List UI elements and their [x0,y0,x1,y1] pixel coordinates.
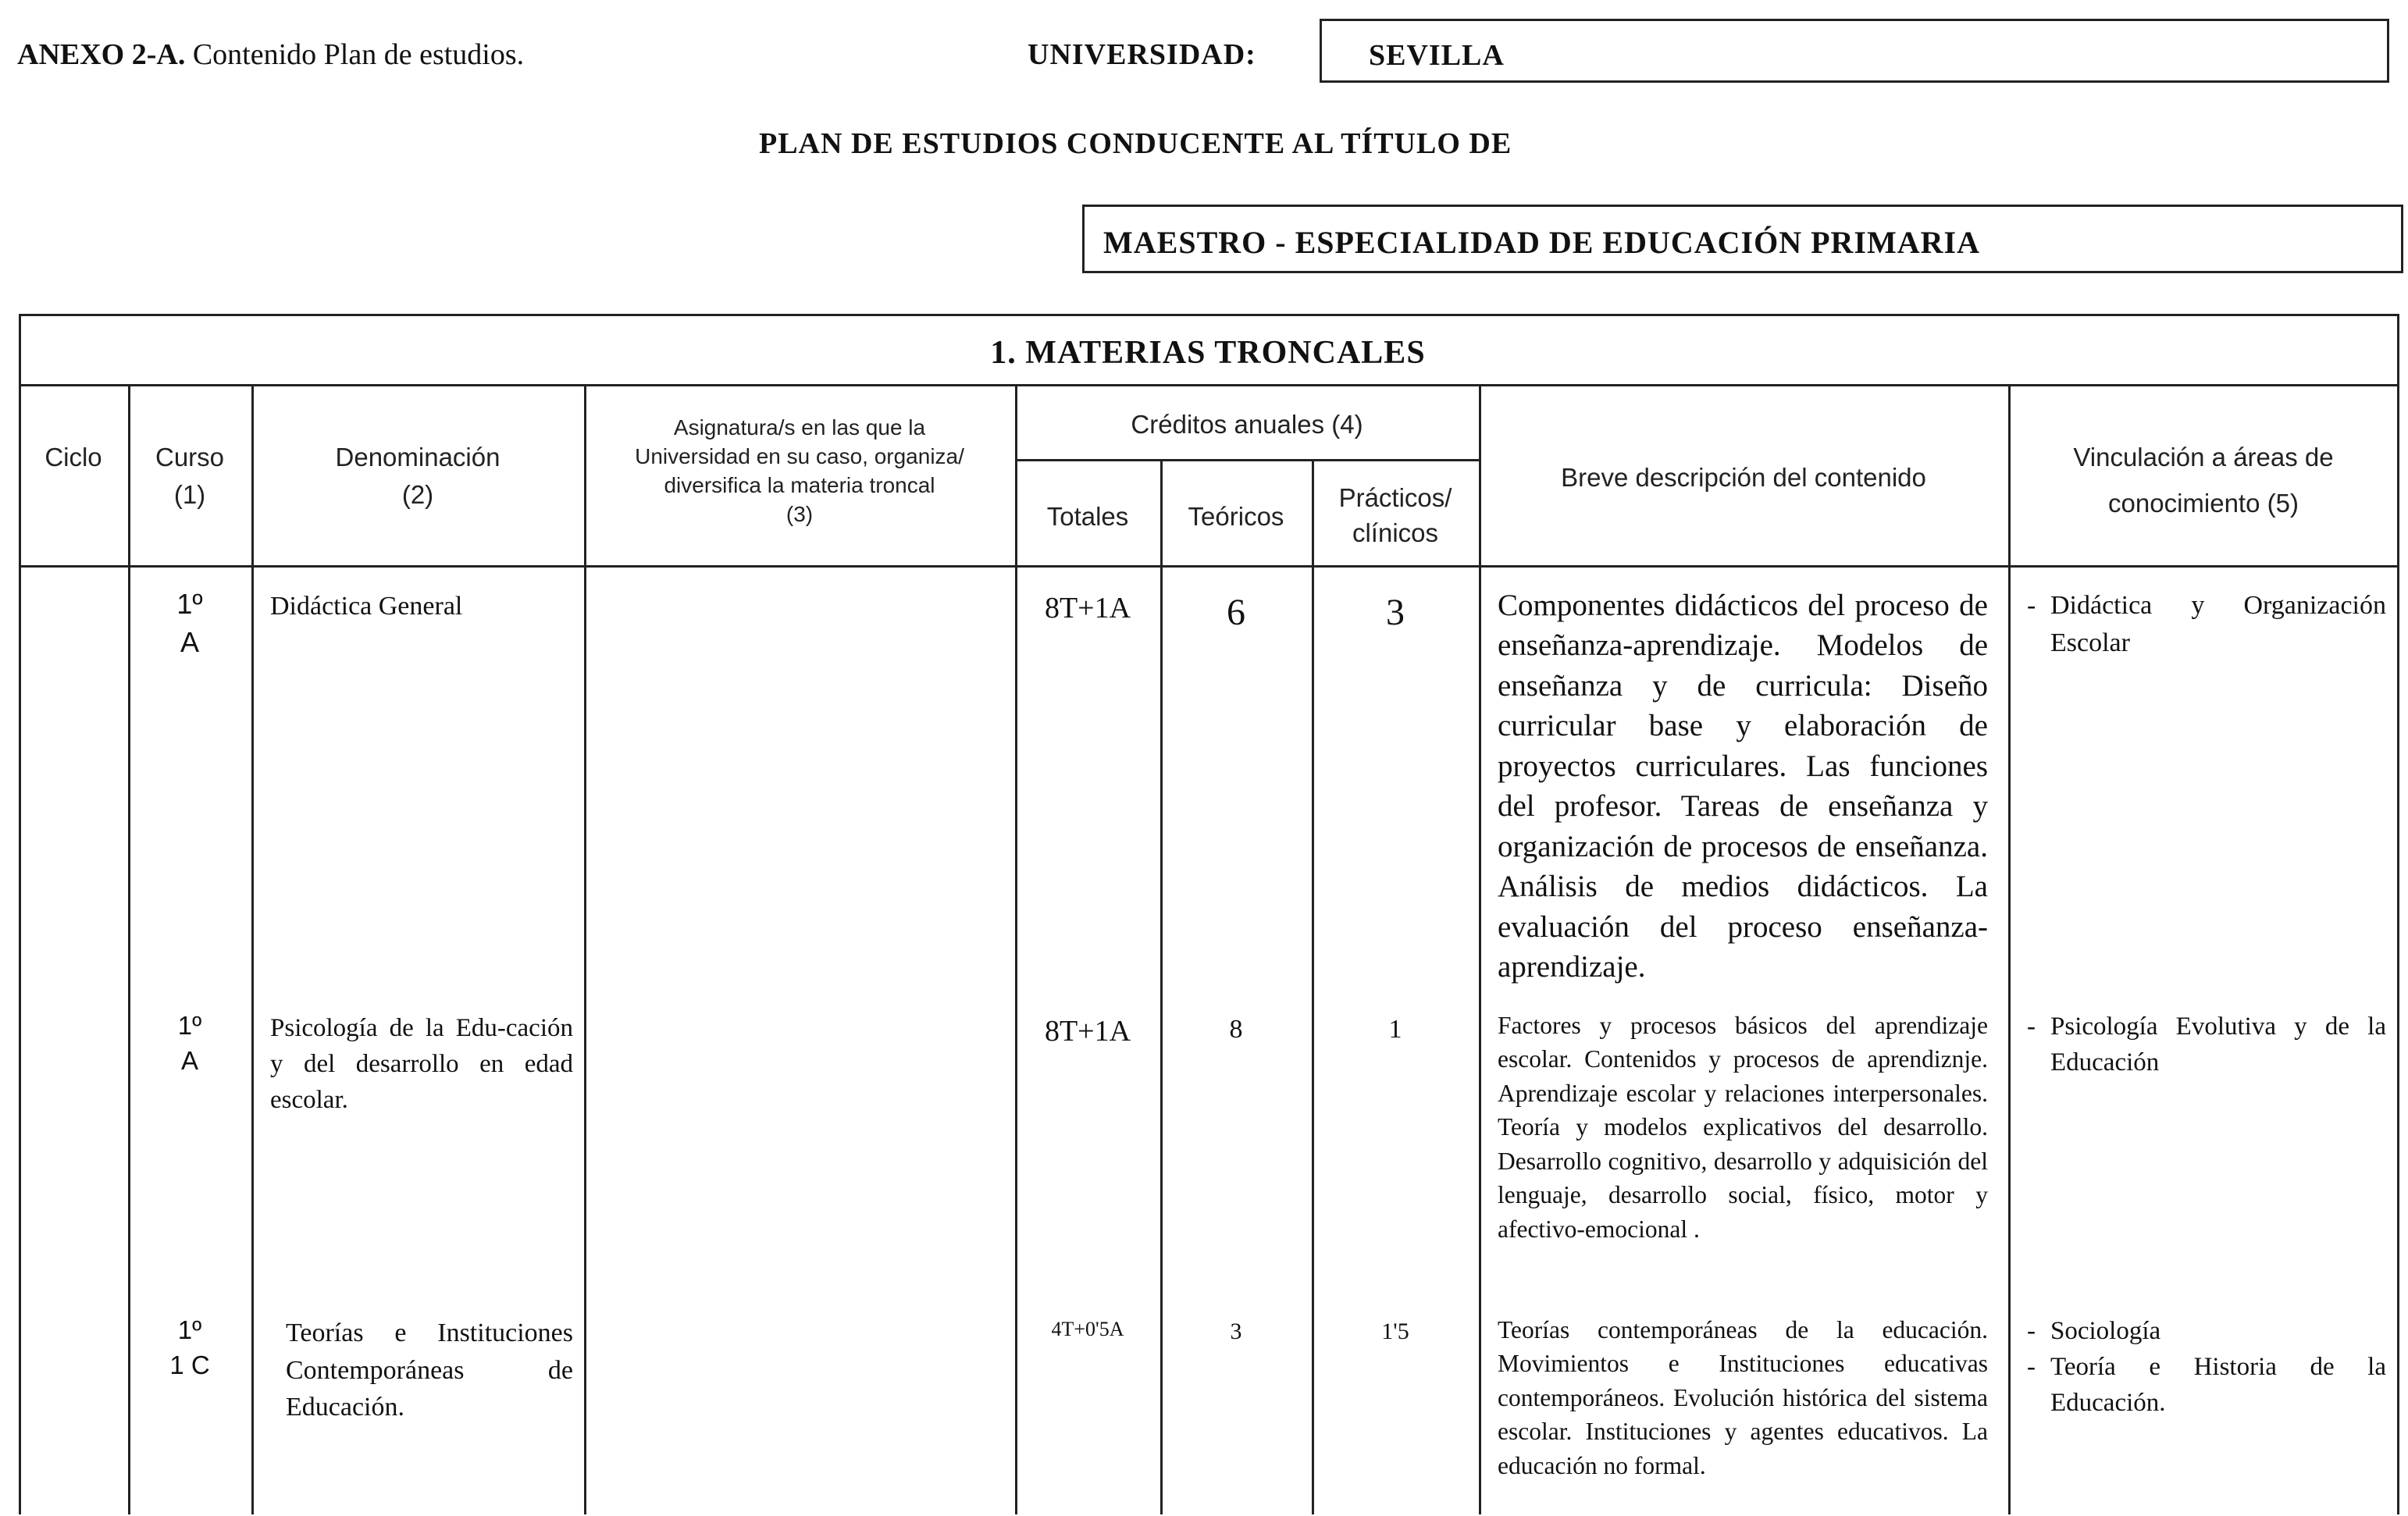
table-row-1-denominacion: Didáctica General [270,592,463,621]
table-row-2-curso [128,1009,251,1078]
header-creditos: Créditos anuales (4) [1131,410,1363,439]
annex-heading [17,37,524,72]
table-left-border [19,314,21,1514]
table-row-1-areas [2022,587,2386,661]
row-3-curso-year: 1º [177,1315,202,1344]
university-box [1320,19,2389,83]
row-1-curso-year: 1º [176,588,203,620]
header-curso-label: Curso [155,443,225,472]
table-row-1-practicos: 3 [1386,592,1405,633]
col-sep-descripcion [2008,384,2011,1514]
header-teoricos: Teóricos [1188,502,1284,531]
table-row-1-teoricos: 6 [1227,592,1245,633]
table-row-3-descripcion: Teorías contemporáneas de la educación. Movimientos e Instituciones educativas contemporáneos. Evolución histórica del sistema escolar. Instituciones y agentes educativos. La educación no formal. [1498,1316,1988,1479]
plan-heading: PLAN DE ESTUDIOS CONDUCENTE AL TÍTULO DE [759,127,1512,160]
table-right-border [2397,314,2399,1514]
table-row-2-totales: 8T+1A [1044,1015,1131,1048]
university-value: SEVILLA [1369,39,1505,72]
row-1-curso-term: A [180,625,199,658]
header-descripcion: Breve descripción del contenido [1561,463,1926,492]
col-sep-curso [251,384,254,1514]
table-top-border [19,314,2397,316]
credits-subheader-divider [1015,459,1479,461]
col-sep-practicos [1479,384,1481,1514]
annex-number: ANEXO 2-A. [17,38,186,71]
header-totales: Totales [1046,502,1129,531]
row-3-area-item-2: - Teoría e Historia de la Educación. [2022,1349,2386,1421]
row-2-area-item: - Psicología Evolutiva y de la Educación [2022,1009,2386,1080]
section-title-divider [19,384,2397,386]
table-row-1-totales: 8T+1A [1044,592,1131,625]
col-sep-asignaturas [1015,384,1017,1514]
table-row-3-curso [128,1313,251,1383]
header-curso-note: (1) [173,479,206,509]
table-row-2-teoricos: 8 [1229,1015,1243,1044]
row-1-area-item: - Didáctica y Organización Escolar [2022,587,2386,661]
header-practicos: Prácticos/ clínicos [1338,483,1452,547]
header-ciclo: Ciclo [45,443,102,472]
header-asignaturas [620,414,979,529]
row-2-curso-year: 1º [177,1011,202,1040]
row-2-curso-term: A [180,1045,198,1075]
row-3-area-item-1: - Sociología [2022,1313,2386,1349]
university-label: UNIVERSIDAD: [1028,38,1256,71]
table-row-1-descripcion: Componentes didácticos del proceso de enseñanza-aprendizaje. Modelos de enseñanza y de curricula: Diseño curricular base y elaboración de proyectos curriculares. Las funciones del profesor. Tareas de enseñanza y organización de procesos de enseñanza. Análisis de medios didácticos. La evaluación del proceso enseñanza-aprendizaje. [1498,589,1988,984]
header-asignaturas-note: (3) [785,501,814,526]
col-sep-denominacion [584,384,586,1514]
table-row-3-areas [2022,1313,2386,1422]
table-row-2-descripcion: Factores y procesos básicos del aprendizaje escolar. Contenidos y procesos de aprendiznje. Aprendizaje escolar y relaciones interpersonales. Teoría y modelos explicativos del desarrollo. Desarrollo cognitivo, desarrollo y adquisición del lenguaje, desarrollo social, físico, motor y afectivo-emocional . [1498,1012,1988,1243]
table-row-3-practicos: 1'5 [1381,1318,1409,1344]
table-row-2-practicos: 1 [1388,1015,1402,1044]
header-denominacion [251,439,584,514]
header-bottom-border [19,565,2397,568]
table-row-3-totales: 4T+0'5A [1051,1318,1124,1340]
table-row-2-denominacion: Psicología de la Edu-cación y del desarrollo en edad escolar. [270,1014,573,1115]
table-row-3-teoricos: 3 [1230,1318,1242,1344]
header-vinculacion: Vinculación a áreas de conocimiento (5) [2073,443,2334,518]
row-3-curso-term: 1 C [169,1350,210,1379]
section-title: 1. MATERIAS TRONCALES [990,335,1426,371]
header-denominacion-note: (2) [401,479,434,509]
annex-description: Contenido Plan de estudios. [192,38,525,71]
table-row-1-curso [128,585,251,661]
table-row-3-denominacion: Teorías e Instituciones Contemporáneas de Educación. [286,1318,573,1422]
degree-title-box [1082,205,2403,273]
table-row-2-areas [2022,1009,2386,1080]
header-denominacion-label: Denominación [335,443,500,472]
header-asignaturas-label: Asignatura/s en las que la Universidad en su caso, organiza/ diversifica la materia troncal [635,415,964,497]
header-curso [128,439,251,514]
subjects-table [19,314,2406,1516]
degree-title: MAESTRO - ESPECIALIDAD DE EDUCACIÓN PRIMARIA [1103,225,1980,260]
